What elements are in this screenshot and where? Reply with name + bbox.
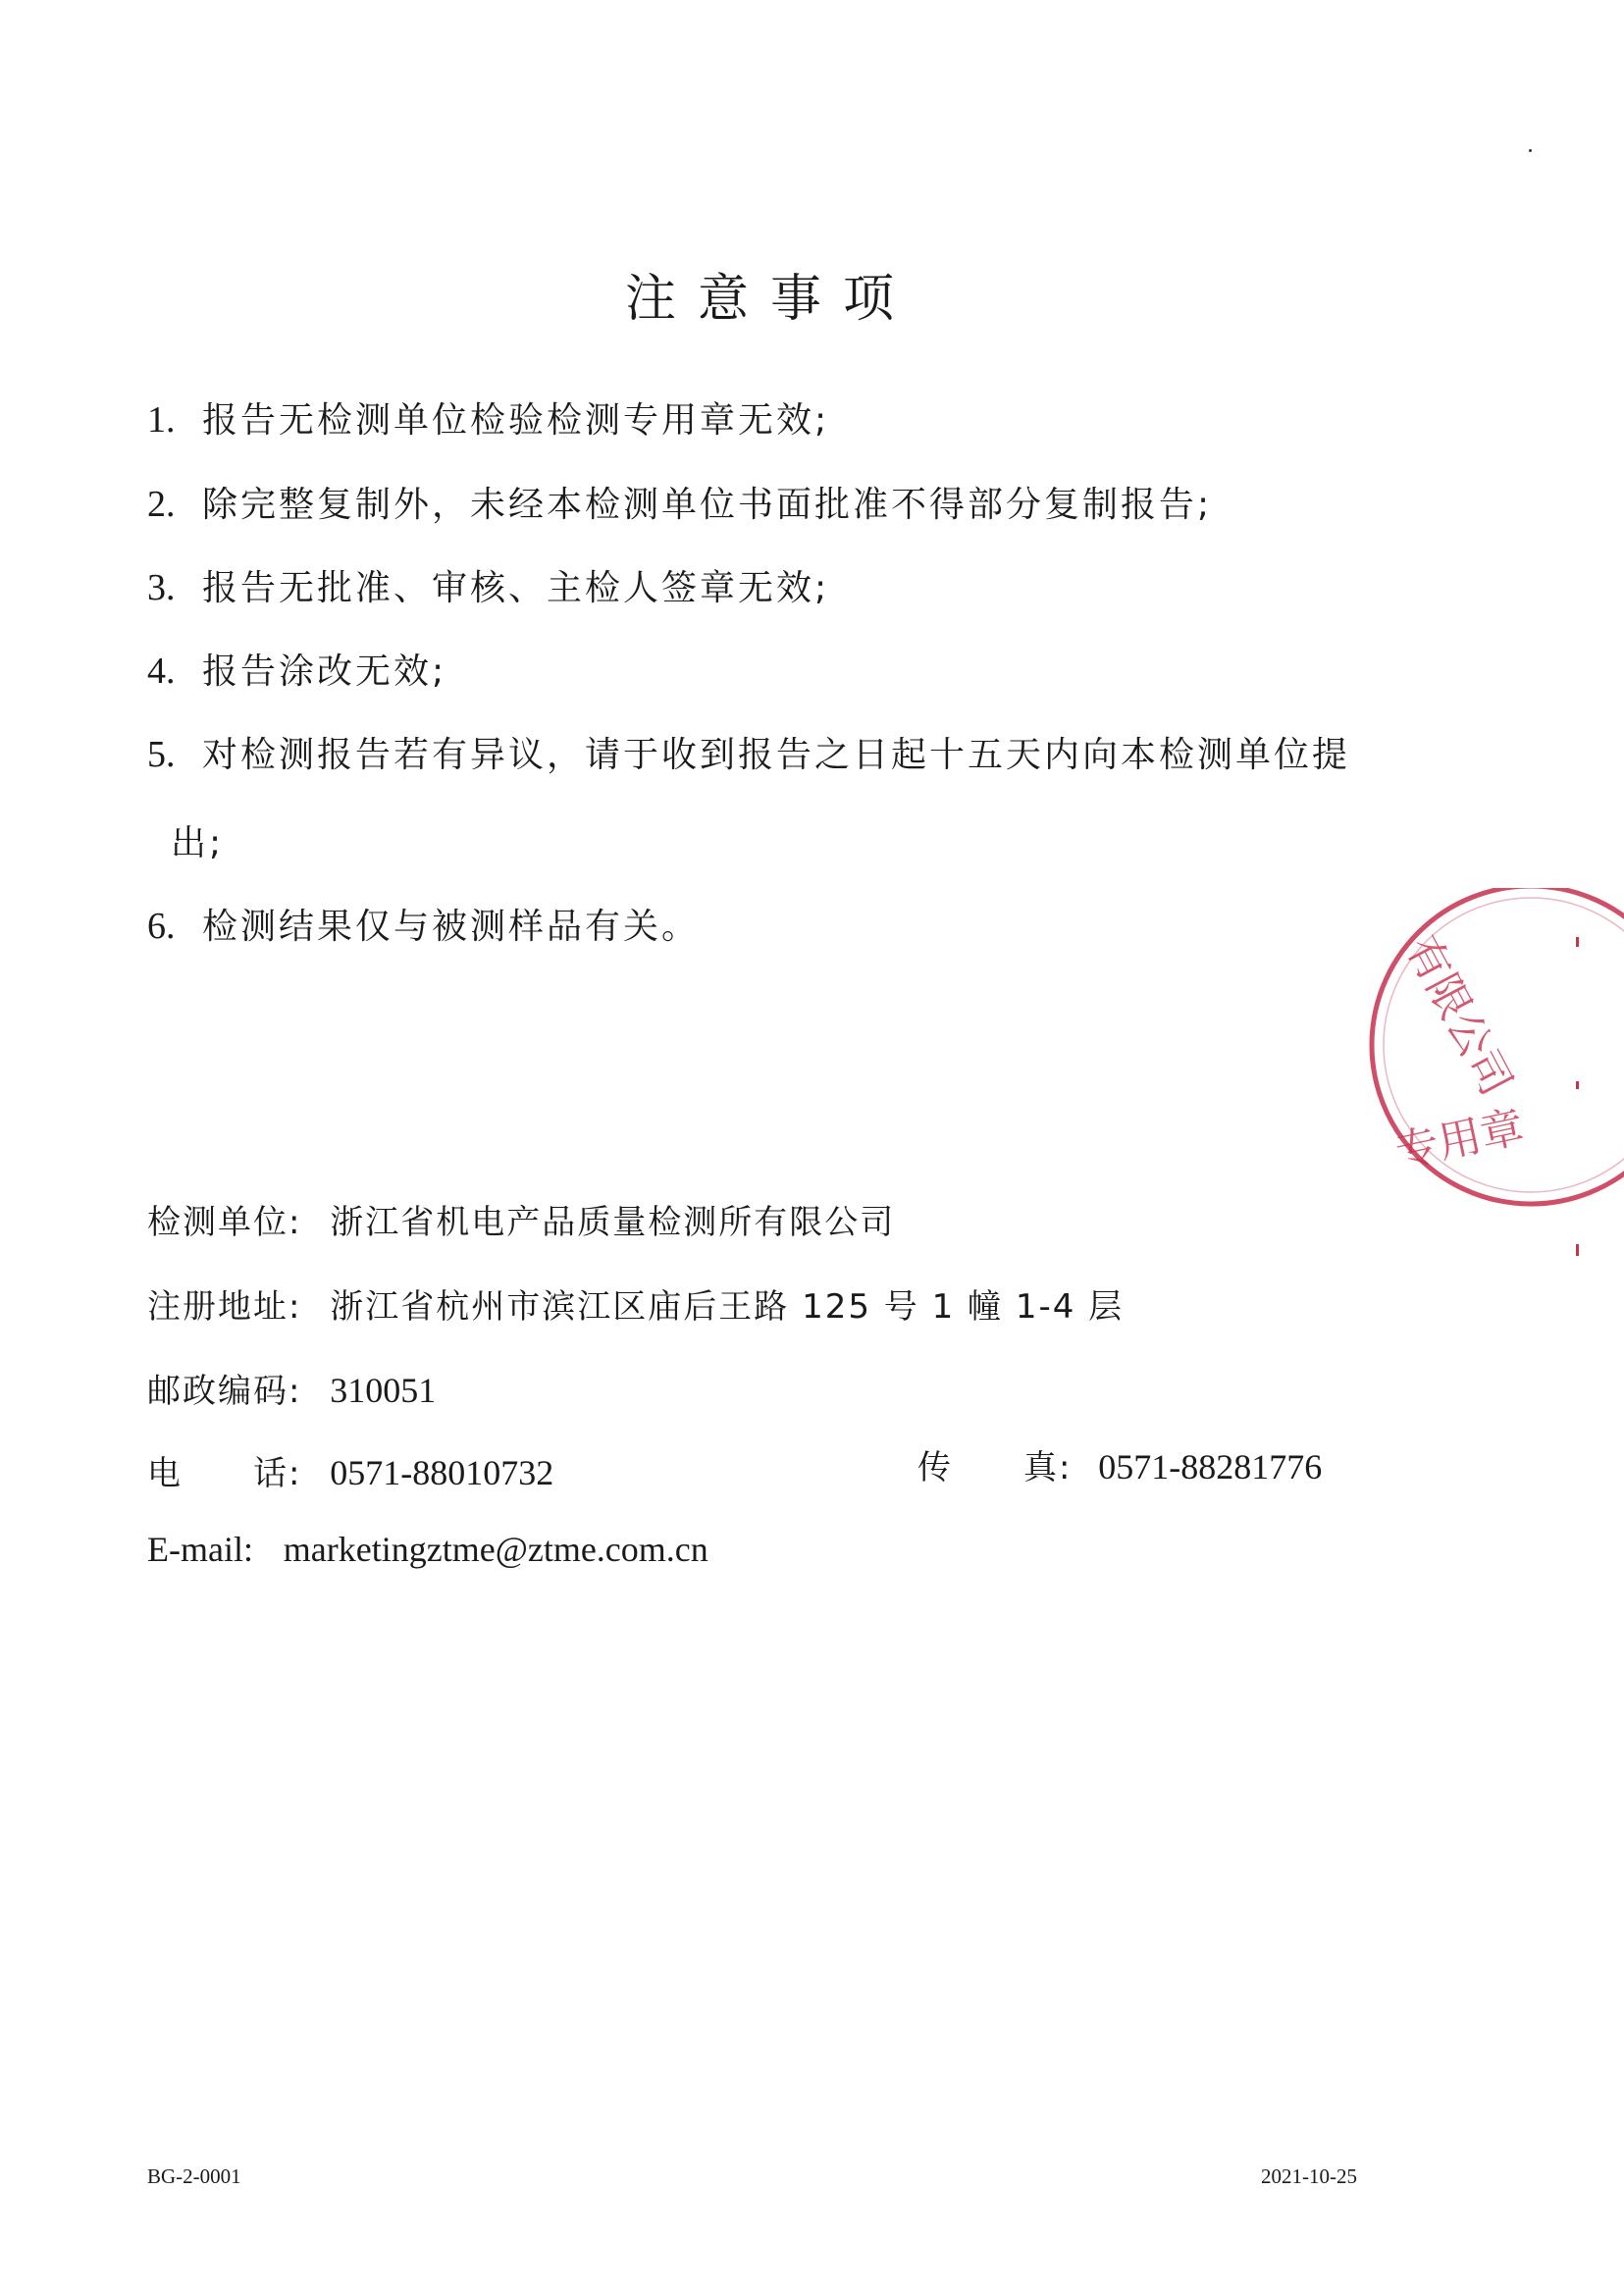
notice-item-1 [147,392,829,443]
notice-item-5 [147,727,1350,777]
edge-mark [1576,1081,1579,1089]
notice-number: 1. [147,399,176,441]
contact-postcode-label: 邮政编码: [147,1372,302,1411]
notice-text: 除完整复制外，未经本检测单位书面批准不得部分复制报告; [202,485,1213,525]
contact-address-value: 浙江省杭州市滨江区庙后王路 125 号 1 幢 1-4 层 [330,1287,1125,1327]
seal-graphic [1354,888,1624,1241]
notice-number: 2. [147,484,176,525]
contact-fax-label: 传 真: [917,1448,1073,1487]
notice-text: 检测结果仅与被测样品有关。 [202,907,701,947]
notice-number: 4. [147,651,176,692]
contact-phone-row [147,1446,553,1494]
contact-phone-label: 电 话: [147,1454,302,1493]
notice-number: 6. [147,906,176,947]
notice-text: 报告无检测单位检验检测专用章无效; [202,400,830,441]
edge-mark [1576,937,1579,947]
notice-item-4 [147,644,446,694]
contact-address-row [147,1279,1124,1328]
notice-item-5-continuation: 出; [171,823,225,863]
notice-text: 报告无批准、审核、主检人签章无效; [202,568,830,608]
footer-form-code: BG-2-0001 [147,2164,241,2188]
seal-text-lower: 专用章 [1390,1102,1529,1178]
contact-email-row [147,1529,708,1570]
contact-unit-label: 检测单位: [147,1203,302,1242]
official-seal [1354,888,1624,1241]
contact-phone-value: 0571-88010732 [330,1453,554,1492]
contact-unit-value: 浙江省机电产品质量检测所有限公司 [330,1203,896,1242]
notice-item-6 [147,899,700,949]
contact-email-value: marketingztme@ztme.com.cn [283,1530,708,1569]
contact-fax-value: 0571-88281776 [1098,1447,1323,1486]
notice-item-3 [147,560,829,610]
notice-number: 3. [147,567,176,608]
seal-text-upper: 有限公司 [1395,927,1522,1104]
edge-mark [1576,1244,1579,1256]
notice-number: 5. [147,734,176,775]
contact-unit-row [147,1195,895,1243]
notice-text: 对检测报告若有异议，请于收到报告之日起十五天内向本检测单位提 [202,735,1351,775]
notice-item-2 [147,477,1212,527]
contact-postcode-row [147,1364,436,1412]
page-title: 注意事项 [624,270,916,329]
contact-email-label: E-mail: [147,1530,253,1569]
notice-text: 报告涂改无效; [202,652,447,692]
contact-address-label: 注册地址: [147,1287,302,1327]
footer-date: 2021-10-25 [1261,2164,1357,2188]
scan-speck [1529,149,1532,152]
contact-postcode-value: 310051 [330,1371,437,1410]
contact-fax-row [917,1440,1322,1488]
